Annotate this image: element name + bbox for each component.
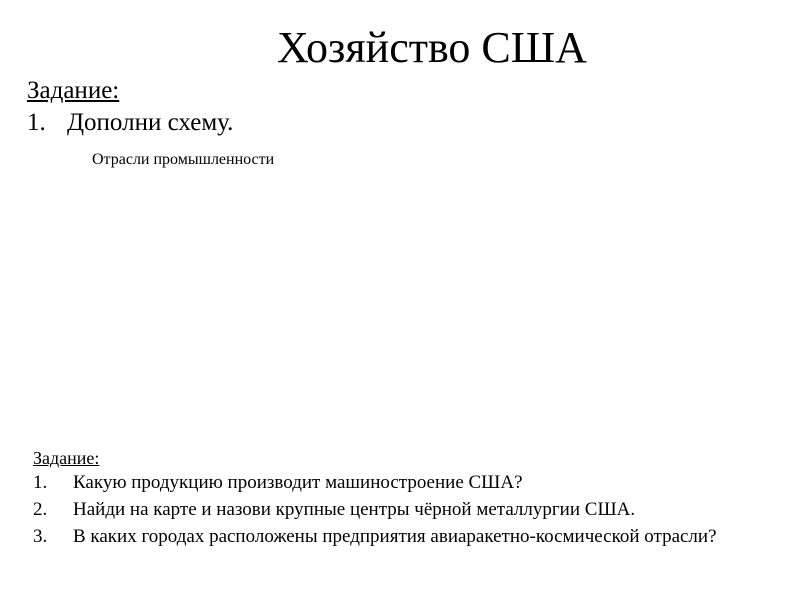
list-item xyxy=(33,497,773,522)
list-item xyxy=(33,524,773,549)
list-item-number: 2. xyxy=(33,499,48,520)
scheme-root-label: Отрасли промышленности xyxy=(92,151,275,168)
list-item-text: Найди на карте и назови крупные центры чёрной металлургии США. xyxy=(73,499,636,520)
list-item xyxy=(27,108,233,138)
list-item-number: 1. xyxy=(27,109,46,136)
list-item-text: Какую продукцию производит машиностроение США? xyxy=(73,472,523,493)
task-1-heading: Задание: xyxy=(27,77,120,104)
task-2-heading: Задание: xyxy=(33,448,100,468)
list-item-number: 1. xyxy=(33,472,48,493)
list-item-number: 3. xyxy=(33,526,48,547)
list-item-text: Дополни схему. xyxy=(67,109,234,136)
task-1-list xyxy=(27,108,233,138)
task-2-list xyxy=(33,470,773,551)
list-item-text: В каких городах расположены предприятия авиаракетно-космической отрасли? xyxy=(73,526,717,547)
list-item xyxy=(33,470,773,495)
slide-title: Хозяйство США xyxy=(277,23,587,72)
